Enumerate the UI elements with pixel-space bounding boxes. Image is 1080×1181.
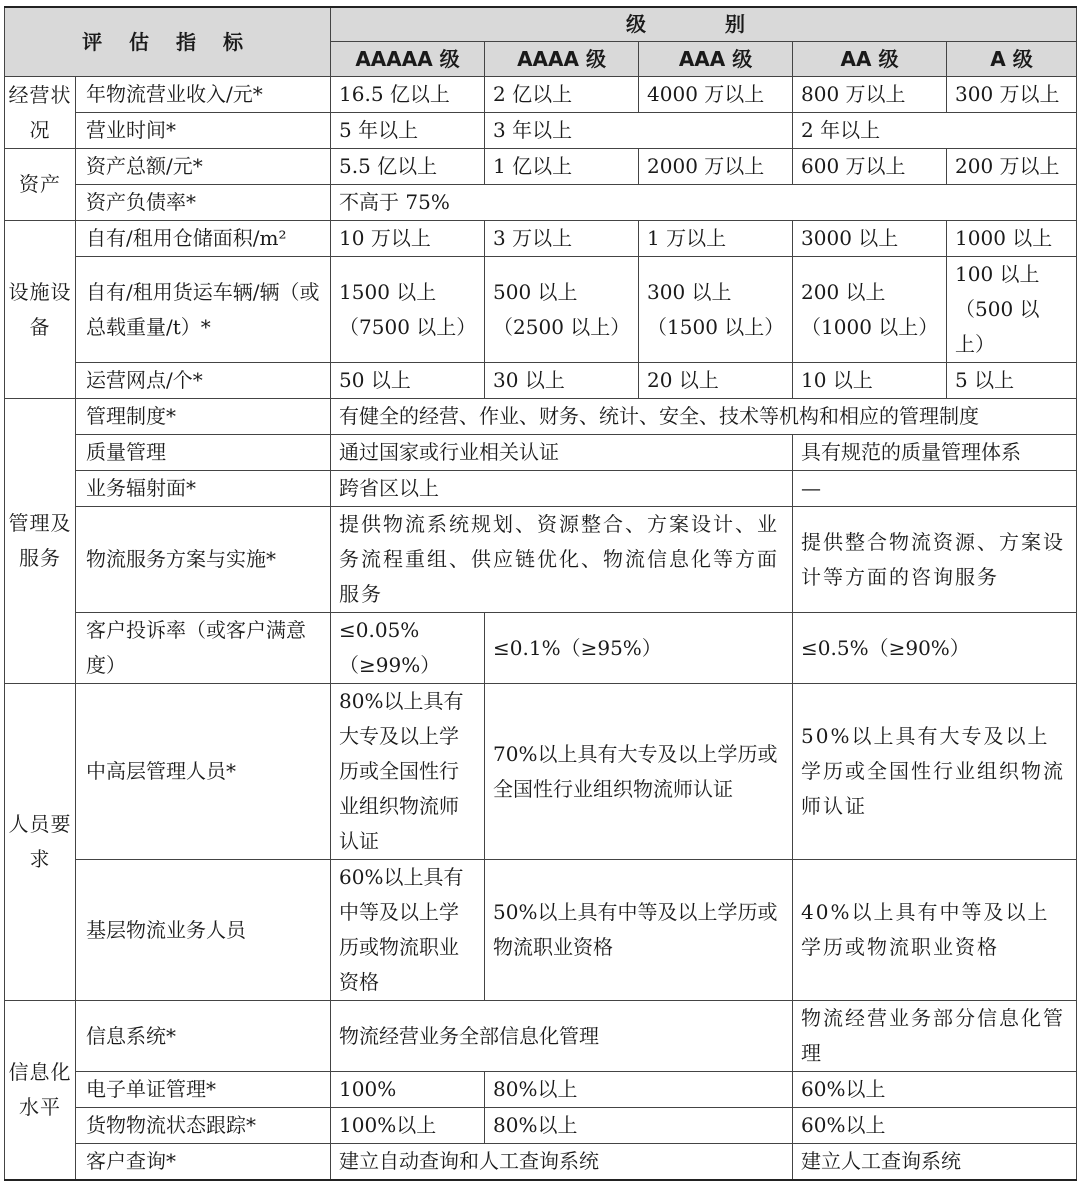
cell-value: 70%以上具有大专及以上学历或全国性行业组织物流师认证 [485, 684, 793, 860]
cell-value: 提供物流系统规划、资源整合、方案设计、业务流程重组、供应链优化、物流信息化等方面服务 [331, 507, 793, 613]
row-coverage [5, 471, 1077, 507]
logistics-grade-table [4, 6, 1077, 1181]
indicator-staff: 基层物流业务人员 [76, 860, 331, 1001]
cell-value: ≤0.05%（≥99%） [331, 613, 485, 684]
cell-value: 2 亿以上 [485, 77, 639, 113]
header-grade-aaaa: AAAA 级 [485, 42, 639, 77]
row-revenue [5, 77, 1077, 113]
row-business-time [5, 113, 1077, 149]
cell-value: 5 年以上 [331, 113, 485, 149]
cell-value: — [793, 471, 1077, 507]
indicator-quality: 质量管理 [76, 435, 331, 471]
cell-value: 1000 以上 [947, 221, 1077, 257]
cell-value: 不高于 75% [331, 185, 1077, 221]
cell-value: 300 以上（1500 以上） [639, 257, 793, 363]
cell-value: 1 亿以上 [485, 149, 639, 185]
cell-value: 3 万以上 [485, 221, 639, 257]
category-personnel: 人员要求 [5, 684, 76, 1001]
cell-value: 10 以上 [793, 363, 947, 399]
cell-value: 5 以上 [947, 363, 1077, 399]
category-assets: 资产 [5, 149, 76, 221]
cell-value: 600 万以上 [793, 149, 947, 185]
category-management: 管理及服务 [5, 399, 76, 684]
cell-value: 200 万以上 [947, 149, 1077, 185]
row-debt-ratio [5, 185, 1077, 221]
cell-value: 3 年以上 [485, 113, 793, 149]
cell-value: 40%以上具有中等及以上学历或物流职业资格 [793, 860, 1077, 1001]
cell-value: 2 年以上 [793, 113, 1077, 149]
cell-value: 物流经营业务部分信息化管理 [793, 1001, 1077, 1072]
cell-value: 通过国家或行业相关认证 [331, 435, 793, 471]
indicator-e-documents: 电子单证管理* [76, 1072, 331, 1108]
row-total-assets [5, 149, 1077, 185]
indicator-revenue: 年物流营业收入/元* [76, 77, 331, 113]
row-service-plan [5, 507, 1077, 613]
cell-value: 1 万以上 [639, 221, 793, 257]
indicator-mgmt-system: 管理制度* [76, 399, 331, 435]
indicator-debt-ratio: 资产负债率* [76, 185, 331, 221]
cell-value: 建立自动查询和人工查询系统 [331, 1144, 793, 1181]
indicator-vehicles: 自有/租用货运车辆/辆（或总载重量/t）* [76, 257, 331, 363]
cell-value: 200 以上（1000 以上） [793, 257, 947, 363]
cell-value: 10 万以上 [331, 221, 485, 257]
cell-value: 具有规范的质量管理体系 [793, 435, 1077, 471]
header-index: 评 估 指 标 [5, 7, 331, 77]
cell-value: 50%以上具有中等及以上学历或物流职业资格 [485, 860, 793, 1001]
cell-value: 建立人工查询系统 [793, 1144, 1077, 1181]
category-facilities: 设施设备 [5, 221, 76, 399]
row-staff [5, 860, 1077, 1001]
cell-value: 30 以上 [485, 363, 639, 399]
cell-value: 300 万以上 [947, 77, 1077, 113]
cell-value: 有健全的经营、作业、财务、统计、安全、技术等机构和相应的管理制度 [331, 399, 1077, 435]
row-outlets [5, 363, 1077, 399]
header-grade-aaaaa: AAAAA 级 [331, 42, 485, 77]
indicator-service-plan: 物流服务方案与实施* [76, 507, 331, 613]
cell-value: 1500 以上（7500 以上） [331, 257, 485, 363]
cell-value: 60%以上具有中等及以上学历或物流职业资格 [331, 860, 485, 1001]
cell-value: ≤0.1%（≥95%） [485, 613, 793, 684]
cell-value: 跨省区以上 [331, 471, 793, 507]
row-quality [5, 435, 1077, 471]
row-mgmt-system [5, 399, 1077, 435]
category-informatization: 信息化水平 [5, 1001, 76, 1181]
indicator-business-time: 营业时间* [76, 113, 331, 149]
cell-value: 50 以上 [331, 363, 485, 399]
row-warehouse [5, 221, 1077, 257]
cell-value: 500 以上（2500 以上） [485, 257, 639, 363]
row-query [5, 1144, 1077, 1181]
cell-value: 80%以上 [485, 1108, 793, 1144]
cell-value: ≤0.5%（≥90%） [793, 613, 1077, 684]
indicator-info-system: 信息系统* [76, 1001, 331, 1072]
cell-value: 100 以上（500 以上） [947, 257, 1077, 363]
cell-value: 4000 万以上 [639, 77, 793, 113]
row-complaint [5, 613, 1077, 684]
indicator-tracking: 货物物流状态跟踪* [76, 1108, 331, 1144]
header-grade-aa: AA 级 [793, 42, 947, 77]
cell-value: 100% [331, 1072, 485, 1108]
cell-value: 800 万以上 [793, 77, 947, 113]
header-level: 级 别 [331, 7, 1077, 42]
header-row-1 [5, 7, 1077, 42]
indicator-complaint: 客户投诉率（或客户满意度） [76, 613, 331, 684]
cell-value: 80%以上具有大专及以上学历或全国性行业组织物流师认证 [331, 684, 485, 860]
cell-value: 80%以上 [485, 1072, 793, 1108]
indicator-total-assets: 资产总额/元* [76, 149, 331, 185]
row-info-system [5, 1001, 1077, 1072]
cell-value: 3000 以上 [793, 221, 947, 257]
category-operation: 经营状况 [5, 77, 76, 149]
header-grade-a: A 级 [947, 42, 1077, 77]
cell-value: 100%以上 [331, 1108, 485, 1144]
indicator-coverage: 业务辐射面* [76, 471, 331, 507]
cell-value: 2000 万以上 [639, 149, 793, 185]
cell-value: 60%以上 [793, 1108, 1077, 1144]
row-e-documents [5, 1072, 1077, 1108]
indicator-warehouse: 自有/租用仓储面积/m² [76, 221, 331, 257]
row-vehicles [5, 257, 1077, 363]
cell-value: 16.5 亿以上 [331, 77, 485, 113]
cell-value: 20 以上 [639, 363, 793, 399]
indicator-query: 客户查询* [76, 1144, 331, 1181]
row-managers [5, 684, 1077, 860]
indicator-managers: 中高层管理人员* [76, 684, 331, 860]
cell-value: 物流经营业务全部信息化管理 [331, 1001, 793, 1072]
row-tracking [5, 1108, 1077, 1144]
cell-value: 提供整合物流资源、方案设计等方面的咨询服务 [793, 507, 1077, 613]
cell-value: 5.5 亿以上 [331, 149, 485, 185]
cell-value: 60%以上 [793, 1072, 1077, 1108]
header-grade-aaa: AAA 级 [639, 42, 793, 77]
cell-value: 50%以上具有大专及以上学历或全国性行业组织物流师认证 [793, 684, 1077, 860]
indicator-outlets: 运营网点/个* [76, 363, 331, 399]
